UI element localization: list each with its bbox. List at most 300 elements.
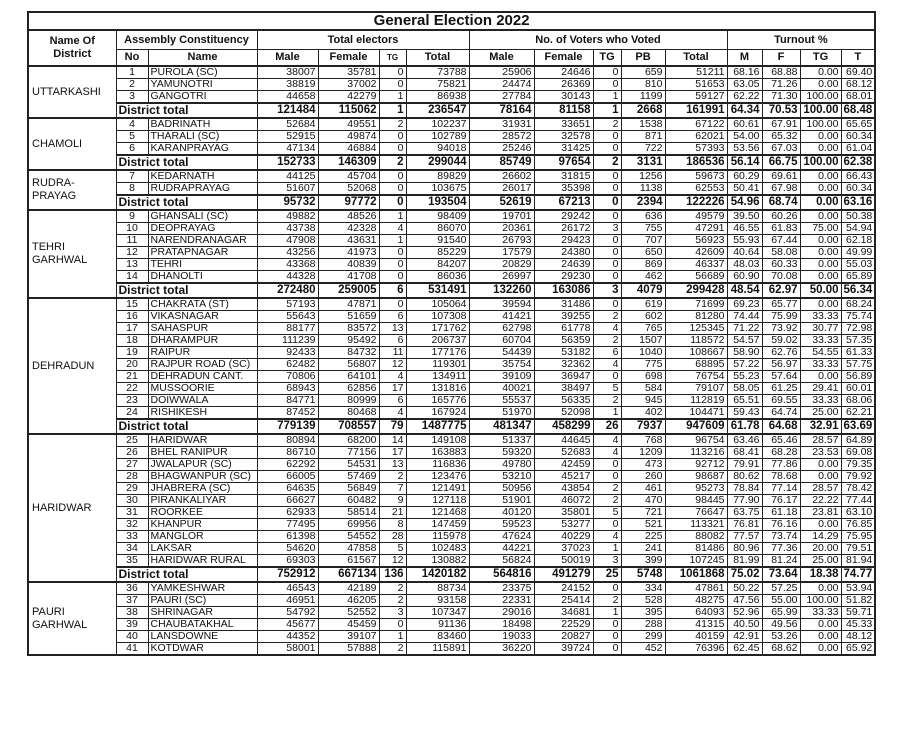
cell-turnout-tg: 33.33 <box>800 395 841 407</box>
total-turnout-t: 63.16 <box>841 195 875 210</box>
district-name: HARIDWAR <box>28 434 116 582</box>
cell-electors-female: 49874 <box>318 131 379 143</box>
cell-no: 24 <box>116 407 148 420</box>
total-electors-tg: 1 <box>379 103 406 118</box>
cell-name: BHAGWANPUR (SC) <box>148 471 257 483</box>
cell-voted-female: 22529 <box>534 619 593 631</box>
cell-voted-pb: 395 <box>621 607 665 619</box>
cell-no: 10 <box>116 223 148 235</box>
cell-turnout-f: 56.97 <box>762 359 800 371</box>
cell-turnout-t: 62.21 <box>841 407 875 420</box>
cell-electors-total: 94018 <box>406 143 469 156</box>
cell-no: 7 <box>116 170 148 183</box>
cell-turnout-t: 66.43 <box>841 170 875 183</box>
cell-electors-female: 37002 <box>318 79 379 91</box>
cell-voted-total: 67122 <box>665 118 727 131</box>
cell-voted-pb: 945 <box>621 395 665 407</box>
cell-electors-male: 43256 <box>257 247 318 259</box>
cell-no: 18 <box>116 335 148 347</box>
cell-turnout-f: 65.99 <box>762 607 800 619</box>
cell-voted-total: 62553 <box>665 183 727 196</box>
cell-voted-tg: 5 <box>593 507 621 519</box>
cell-electors-female: 48526 <box>318 210 379 223</box>
cell-voted-male: 25906 <box>469 66 534 79</box>
cell-electors-male: 66005 <box>257 471 318 483</box>
cell-electors-total: 91136 <box>406 619 469 631</box>
cell-electors-male: 92433 <box>257 347 318 359</box>
cell-turnout-f: 68.62 <box>762 643 800 656</box>
election-table <box>27 11 876 656</box>
cell-electors-total: 103675 <box>406 183 469 196</box>
total-electors-total: 236547 <box>406 103 469 118</box>
cell-voted-female: 40229 <box>534 531 593 543</box>
cell-voted-male: 50956 <box>469 483 534 495</box>
cell-turnout-t: 60.34 <box>841 183 875 196</box>
cell-voted-tg: 0 <box>593 170 621 183</box>
cell-voted-male: 29016 <box>469 607 534 619</box>
cell-turnout-f: 71.30 <box>762 91 800 104</box>
cell-voted-total: 48275 <box>665 595 727 607</box>
cell-voted-pb: 521 <box>621 519 665 531</box>
cell-turnout-tg: 25.00 <box>800 407 841 420</box>
total-voted-tg: 2 <box>593 155 621 170</box>
cell-turnout-f: 49.56 <box>762 619 800 631</box>
cell-turnout-f: 77.36 <box>762 543 800 555</box>
cell-voted-female: 32362 <box>534 359 593 371</box>
cell-voted-total: 64093 <box>665 607 727 619</box>
total-turnout-m: 48.54 <box>727 283 762 298</box>
header-name: Name <box>148 50 257 67</box>
cell-name: KOTDWAR <box>148 643 257 656</box>
total-voted-female: 97654 <box>534 155 593 170</box>
cell-turnout-t: 45.33 <box>841 619 875 631</box>
cell-turnout-f: 67.98 <box>762 183 800 196</box>
cell-electors-tg: 0 <box>379 79 406 91</box>
cell-voted-pb: 871 <box>621 131 665 143</box>
cell-turnout-tg: 100.00 <box>800 118 841 131</box>
cell-name: PUROLA (SC) <box>148 66 257 79</box>
cell-voted-tg: 2 <box>593 311 621 323</box>
cell-electors-tg: 3 <box>379 607 406 619</box>
total-voted-pb: 2394 <box>621 195 665 210</box>
cell-electors-tg: 0 <box>379 143 406 156</box>
total-voted-tg: 25 <box>593 567 621 582</box>
cell-electors-male: 44328 <box>257 271 318 284</box>
cell-voted-female: 36947 <box>534 371 593 383</box>
cell-turnout-t: 61.33 <box>841 347 875 359</box>
cell-electors-tg: 13 <box>379 323 406 335</box>
cell-electors-tg: 4 <box>379 223 406 235</box>
cell-voted-female: 38497 <box>534 383 593 395</box>
cell-voted-female: 44645 <box>534 434 593 447</box>
cell-turnout-m: 60.29 <box>727 170 762 183</box>
total-electors-tg: 6 <box>379 283 406 298</box>
cell-no: 36 <box>116 582 148 595</box>
cell-turnout-f: 53.26 <box>762 631 800 643</box>
cell-name: GANGOTRI <box>148 91 257 104</box>
cell-voted-tg: 0 <box>593 459 621 471</box>
cell-electors-total: 131816 <box>406 383 469 395</box>
cell-electors-total: 171762 <box>406 323 469 335</box>
cell-no: 40 <box>116 631 148 643</box>
cell-voted-female: 32578 <box>534 131 593 143</box>
total-electors-total: 193504 <box>406 195 469 210</box>
cell-turnout-m: 48.03 <box>727 259 762 271</box>
cell-no: 23 <box>116 395 148 407</box>
cell-turnout-f: 65.77 <box>762 298 800 311</box>
cell-electors-male: 52684 <box>257 118 318 131</box>
cell-turnout-f: 65.32 <box>762 131 800 143</box>
cell-turnout-t: 65.92 <box>841 643 875 656</box>
cell-voted-male: 44221 <box>469 543 534 555</box>
table-row <box>28 459 875 471</box>
cell-electors-female: 47858 <box>318 543 379 555</box>
cell-electors-tg: 7 <box>379 483 406 495</box>
cell-electors-female: 46205 <box>318 595 379 607</box>
cell-electors-male: 44352 <box>257 631 318 643</box>
cell-voted-male: 19701 <box>469 210 534 223</box>
cell-name: DOIWWALA <box>148 395 257 407</box>
table-row <box>28 383 875 395</box>
total-voted-male: 132260 <box>469 283 534 298</box>
cell-electors-male: 66627 <box>257 495 318 507</box>
cell-name: PRATAPNAGAR <box>148 247 257 259</box>
cell-electors-male: 77495 <box>257 519 318 531</box>
cell-turnout-t: 65.65 <box>841 118 875 131</box>
table-row <box>28 143 875 156</box>
header-electors: Total electors <box>257 30 469 50</box>
cell-voted-female: 52683 <box>534 447 593 459</box>
cell-name: BADRINATH <box>148 118 257 131</box>
cell-turnout-f: 67.91 <box>762 118 800 131</box>
cell-voted-pb: 1209 <box>621 447 665 459</box>
cell-electors-male: 70806 <box>257 371 318 383</box>
cell-electors-tg: 0 <box>379 619 406 631</box>
total-turnout-f: 70.53 <box>762 103 800 118</box>
cell-turnout-tg: 33.33 <box>800 359 841 371</box>
cell-voted-male: 19033 <box>469 631 534 643</box>
total-voted-pb: 2668 <box>621 103 665 118</box>
table-row <box>28 66 875 79</box>
cell-voted-tg: 0 <box>593 66 621 79</box>
cell-turnout-m: 80.96 <box>727 543 762 555</box>
table-row <box>28 335 875 347</box>
table-row <box>28 118 875 131</box>
cell-no: 27 <box>116 459 148 471</box>
total-turnout-tg: 100.00 <box>800 103 841 118</box>
cell-voted-tg: 0 <box>593 210 621 223</box>
cell-voted-total: 51211 <box>665 66 727 79</box>
cell-name: PAURI (SC) <box>148 595 257 607</box>
cell-electors-tg: 0 <box>379 298 406 311</box>
cell-electors-male: 51607 <box>257 183 318 196</box>
cell-turnout-m: 79.91 <box>727 459 762 471</box>
cell-voted-pb: 528 <box>621 595 665 607</box>
cell-turnout-t: 79.92 <box>841 471 875 483</box>
district-total-label: District total <box>116 567 257 582</box>
cell-electors-total: 89829 <box>406 170 469 183</box>
total-electors-male: 121484 <box>257 103 318 118</box>
cell-electors-tg: 1 <box>379 210 406 223</box>
cell-electors-male: 58001 <box>257 643 318 656</box>
cell-electors-male: 61398 <box>257 531 318 543</box>
cell-voted-tg: 2 <box>593 495 621 507</box>
cell-electors-tg: 2 <box>379 595 406 607</box>
cell-electors-total: 116836 <box>406 459 469 471</box>
cell-electors-female: 56807 <box>318 359 379 371</box>
cell-electors-male: 43738 <box>257 223 318 235</box>
cell-electors-total: 121468 <box>406 507 469 519</box>
cell-turnout-t: 79.35 <box>841 459 875 471</box>
cell-turnout-m: 58.90 <box>727 347 762 359</box>
cell-name: DHARAMPUR <box>148 335 257 347</box>
cell-voted-total: 79107 <box>665 383 727 395</box>
cell-turnout-t: 61.04 <box>841 143 875 156</box>
cell-voted-male: 26017 <box>469 183 534 196</box>
cell-electors-female: 58514 <box>318 507 379 519</box>
cell-electors-total: 93158 <box>406 595 469 607</box>
cell-voted-female: 24646 <box>534 66 593 79</box>
cell-voted-tg: 0 <box>593 247 621 259</box>
cell-voted-male: 55537 <box>469 395 534 407</box>
cell-no: 41 <box>116 643 148 656</box>
cell-voted-total: 95273 <box>665 483 727 495</box>
cell-electors-female: 40839 <box>318 259 379 271</box>
cell-voted-total: 42609 <box>665 247 727 259</box>
total-voted-total: 947609 <box>665 419 727 434</box>
cell-turnout-m: 57.22 <box>727 359 762 371</box>
cell-turnout-f: 61.83 <box>762 223 800 235</box>
cell-electors-male: 69303 <box>257 555 318 568</box>
cell-electors-total: 86938 <box>406 91 469 104</box>
cell-voted-female: 42459 <box>534 459 593 471</box>
cell-voted-female: 24380 <box>534 247 593 259</box>
cell-voted-female: 33651 <box>534 118 593 131</box>
cell-electors-total: 84207 <box>406 259 469 271</box>
cell-electors-female: 54552 <box>318 531 379 543</box>
total-turnout-m: 61.78 <box>727 419 762 434</box>
total-electors-total: 299044 <box>406 155 469 170</box>
cell-voted-pb: 765 <box>621 323 665 335</box>
cell-electors-female: 60482 <box>318 495 379 507</box>
cell-turnout-tg: 0.00 <box>800 471 841 483</box>
cell-turnout-f: 55.00 <box>762 595 800 607</box>
cell-electors-total: 165776 <box>406 395 469 407</box>
header-voted: No. of Voters who Voted <box>469 30 727 50</box>
total-voted-male: 52619 <box>469 195 534 210</box>
cell-turnout-m: 60.90 <box>727 271 762 284</box>
cell-turnout-t: 69.08 <box>841 447 875 459</box>
district-total-row <box>28 419 875 434</box>
cell-turnout-f: 60.26 <box>762 210 800 223</box>
cell-voted-female: 29423 <box>534 235 593 247</box>
cell-turnout-m: 42.91 <box>727 631 762 643</box>
cell-voted-male: 28572 <box>469 131 534 143</box>
cell-electors-female: 64101 <box>318 371 379 383</box>
district-total-row <box>28 283 875 298</box>
header-voted-male: Male <box>469 50 534 67</box>
total-voted-total: 122226 <box>665 195 727 210</box>
table-row <box>28 631 875 643</box>
cell-voted-pb: 473 <box>621 459 665 471</box>
district-total-row <box>28 103 875 118</box>
cell-electors-male: 62292 <box>257 459 318 471</box>
cell-voted-tg: 1 <box>593 407 621 420</box>
cell-voted-total: 92712 <box>665 459 727 471</box>
cell-turnout-f: 62.76 <box>762 347 800 359</box>
cell-electors-total: 115978 <box>406 531 469 543</box>
cell-voted-tg: 0 <box>593 259 621 271</box>
cell-electors-total: 119301 <box>406 359 469 371</box>
cell-electors-tg: 1 <box>379 631 406 643</box>
cell-voted-total: 59127 <box>665 91 727 104</box>
cell-electors-male: 62933 <box>257 507 318 519</box>
cell-electors-total: 85229 <box>406 247 469 259</box>
cell-electors-total: 86036 <box>406 271 469 284</box>
cell-turnout-m: 53.56 <box>727 143 762 156</box>
table-row <box>28 91 875 104</box>
total-voted-female: 163086 <box>534 283 593 298</box>
cell-electors-tg: 4 <box>379 371 406 383</box>
cell-voted-tg: 0 <box>593 79 621 91</box>
cell-voted-tg: 4 <box>593 434 621 447</box>
cell-voted-male: 53210 <box>469 471 534 483</box>
cell-turnout-tg: 23.81 <box>800 507 841 519</box>
cell-name: ROORKEE <box>148 507 257 519</box>
cell-turnout-t: 77.44 <box>841 495 875 507</box>
cell-electors-total: 73788 <box>406 66 469 79</box>
cell-voted-pb: 461 <box>621 483 665 495</box>
cell-no: 22 <box>116 383 148 395</box>
cell-voted-total: 59673 <box>665 170 727 183</box>
total-voted-total: 1061868 <box>665 567 727 582</box>
header-electors-total: Total <box>406 50 469 67</box>
total-voted-female: 458299 <box>534 419 593 434</box>
cell-voted-male: 27784 <box>469 91 534 104</box>
total-electors-tg: 79 <box>379 419 406 434</box>
cell-voted-total: 47861 <box>665 582 727 595</box>
table-row <box>28 235 875 247</box>
district-total-label: District total <box>116 283 257 298</box>
cell-turnout-tg: 0.00 <box>800 143 841 156</box>
cell-electors-female: 57888 <box>318 643 379 656</box>
cell-voted-tg: 1 <box>593 91 621 104</box>
cell-voted-tg: 1 <box>593 607 621 619</box>
cell-turnout-t: 69.40 <box>841 66 875 79</box>
total-electors-female: 146309 <box>318 155 379 170</box>
header-turnout-f: F <box>762 50 800 67</box>
total-turnout-f: 62.97 <box>762 283 800 298</box>
cell-voted-total: 113321 <box>665 519 727 531</box>
cell-electors-male: 62482 <box>257 359 318 371</box>
total-voted-total: 299428 <box>665 283 727 298</box>
cell-turnout-m: 63.05 <box>727 79 762 91</box>
cell-voted-tg: 0 <box>593 131 621 143</box>
cell-voted-pb: 288 <box>621 619 665 631</box>
cell-turnout-f: 78.68 <box>762 471 800 483</box>
cell-voted-female: 30143 <box>534 91 593 104</box>
total-turnout-t: 63.69 <box>841 419 875 434</box>
total-voted-total: 161991 <box>665 103 727 118</box>
cell-voted-male: 20361 <box>469 223 534 235</box>
cell-electors-tg: 5 <box>379 543 406 555</box>
cell-turnout-f: 76.16 <box>762 519 800 531</box>
cell-voted-total: 112819 <box>665 395 727 407</box>
cell-electors-female: 41708 <box>318 271 379 284</box>
total-voted-female: 67213 <box>534 195 593 210</box>
cell-electors-male: 57193 <box>257 298 318 311</box>
total-turnout-m: 64.34 <box>727 103 762 118</box>
cell-turnout-tg: 0.00 <box>800 66 841 79</box>
cell-no: 2 <box>116 79 148 91</box>
cell-no: 29 <box>116 483 148 495</box>
cell-turnout-t: 68.12 <box>841 79 875 91</box>
cell-voted-female: 26369 <box>534 79 593 91</box>
cell-turnout-f: 77.86 <box>762 459 800 471</box>
cell-voted-tg: 4 <box>593 323 621 335</box>
cell-turnout-m: 68.41 <box>727 447 762 459</box>
cell-name: LAKSAR <box>148 543 257 555</box>
cell-turnout-m: 54.00 <box>727 131 762 143</box>
total-voted-male: 481347 <box>469 419 534 434</box>
cell-turnout-tg: 0.00 <box>800 459 841 471</box>
cell-voted-tg: 2 <box>593 335 621 347</box>
district-total-row <box>28 567 875 582</box>
cell-electors-female: 46884 <box>318 143 379 156</box>
cell-electors-female: 35781 <box>318 66 379 79</box>
cell-voted-male: 47624 <box>469 531 534 543</box>
cell-turnout-t: 54.94 <box>841 223 875 235</box>
cell-voted-female: 25414 <box>534 595 593 607</box>
cell-turnout-t: 59.71 <box>841 607 875 619</box>
cell-turnout-t: 51.82 <box>841 595 875 607</box>
cell-no: 14 <box>116 271 148 284</box>
cell-turnout-tg: 0.00 <box>800 631 841 643</box>
cell-turnout-tg: 29.41 <box>800 383 841 395</box>
cell-electors-tg: 12 <box>379 359 406 371</box>
cell-voted-pb: 707 <box>621 235 665 247</box>
table-row <box>28 434 875 447</box>
cell-electors-male: 111239 <box>257 335 318 347</box>
cell-turnout-tg: 30.77 <box>800 323 841 335</box>
cell-electors-tg: 12 <box>379 555 406 568</box>
cell-turnout-tg: 0.00 <box>800 371 841 383</box>
total-voted-pb: 3131 <box>621 155 665 170</box>
cell-electors-tg: 11 <box>379 347 406 359</box>
cell-turnout-f: 67.03 <box>762 143 800 156</box>
cell-electors-total: 105064 <box>406 298 469 311</box>
total-electors-total: 531491 <box>406 283 469 298</box>
cell-voted-total: 57393 <box>665 143 727 156</box>
header-assembly: Assembly Constituency <box>116 30 257 50</box>
cell-name: TEHRI <box>148 259 257 271</box>
total-voted-female: 491279 <box>534 567 593 582</box>
cell-voted-male: 26997 <box>469 271 534 284</box>
cell-turnout-m: 77.90 <box>727 495 762 507</box>
cell-voted-total: 81280 <box>665 311 727 323</box>
cell-name: VIKASNAGAR <box>148 311 257 323</box>
cell-electors-tg: 21 <box>379 507 406 519</box>
table-row <box>28 447 875 459</box>
cell-turnout-t: 75.74 <box>841 311 875 323</box>
header-voted-tg: TG <box>593 50 621 67</box>
cell-name: HARIDWAR RURAL <box>148 555 257 568</box>
cell-voted-total: 62021 <box>665 131 727 143</box>
cell-no: 17 <box>116 323 148 335</box>
cell-voted-total: 49579 <box>665 210 727 223</box>
cell-electors-total: 127118 <box>406 495 469 507</box>
cell-electors-female: 41973 <box>318 247 379 259</box>
